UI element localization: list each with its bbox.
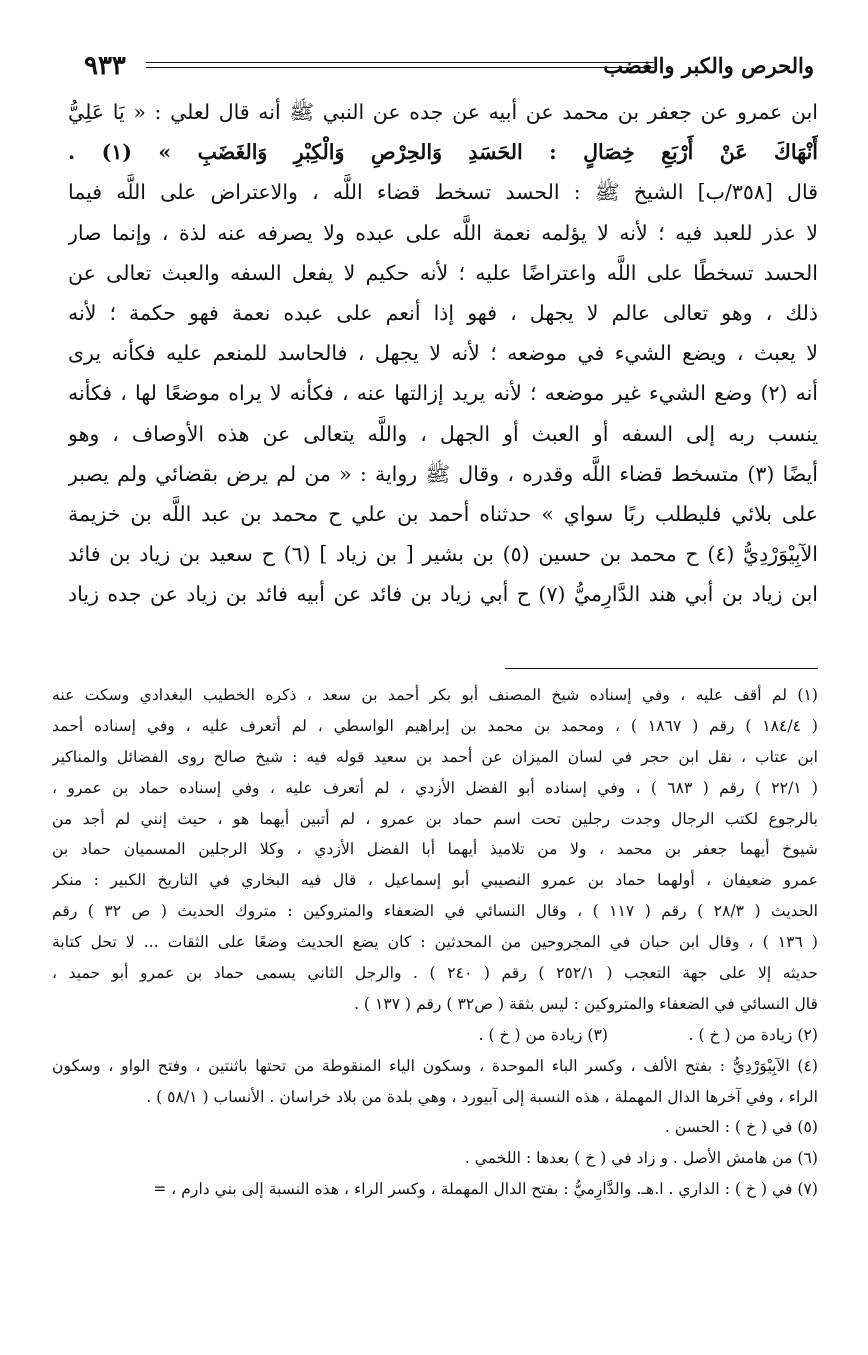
text-line: لا عذر للعبد فيه ؛ لأنه لا يؤلمه نعمة اللَّه على عبده ولا يصرفه عنه لذة ، وإنما صار	[68, 220, 818, 245]
footnote-line: (١) لم أقف عليه ، وفي إسناده شيخ المصنف أبو بكر أحمد بن سعد ، ذكره الخطيب البغدادي وسكت عنه	[52, 686, 818, 704]
footnote-line: ( ٢٢/١ ) رقم ( ٦٨٣ ) ، وفي إسناده أبو الفضل الأزدي ، لم أتعرف عليه ، وفي إسناده حماد بن عمرو ،	[52, 778, 818, 797]
text-line: لا يعبث ، ويضع الشيء في موضعه ؛ لأنه لا يجهل ، فالحاسد للمنعم عليه فكأنه يرى	[68, 341, 818, 366]
main-text	[68, 92, 818, 614]
text-line: ذلك ، وهو تعالى عالم لا يجهل ، فهو إذا أنعم على عبده نعمة فهو حكمة ؛ لأنه	[68, 300, 818, 325]
text-line: ابن عمرو عن جعفر بن محمد عن أبيه عن جده عن النبي ﷺ أنه قال لعلي : « يَا عَلِيُّ	[68, 100, 818, 124]
running-title: والحرص والكبر والغضب	[603, 53, 814, 78]
text-line: الآبِيْوَرْدِيُّ (٤) ح محمد بن حسين (٥) بن بشير [ بن زياد ] (٦) ح سعيد بن زياد بن فائد	[68, 542, 818, 567]
footnote-pair	[52, 1020, 818, 1051]
footnote-line: ابن عتاب ، نقل ابن حجر في لسان الميزان عن أحمد بن سعيد قوله فيه : شيخ صالح روى الفضائل والمناكير	[52, 747, 818, 766]
footnote-line: ( ١٨٤/٤ ) رقم ( ١٨٦٧ ) ، ومحمد بن محمد بن إبراهيم الواسطي ، لم أتعرف عليه ، وفي إسناده أحمد	[52, 716, 818, 735]
header-rule-top	[146, 62, 654, 63]
text-line: قال [٣٥٨/ب] الشيخ ﷺ : الحسد تسخط قضاء اللَّه ، والاعتراض على اللَّه فيما	[68, 180, 818, 205]
footnote-2: (٢) زيادة من ( خ ) .	[688, 1025, 818, 1044]
footnote-line: حديثه إلا على جهة التعجب ( ٢٥٢/١ ) رقم ( ٢٤٠ ) . والرجل الثاني يسمى حماد بن عمرو أبو حميد ،	[52, 964, 818, 983]
footnote-3: (٣) زيادة من ( خ ) .	[478, 1025, 608, 1044]
footnote-line: شيوخ أيهما جعفر بن محمد ، ولا من تلاميذ أيهما أبا الفضل الأزدي ، وكلا الرجلين المسميان حماد بن	[52, 840, 818, 859]
footnote-line: الحديث ( ٢٨/٣ ) رقم ( ١١٧ ) ، وقال النسائي في الضعفاء والمتروكين : متروك الحديث ( ص ٣٢ ) رقم	[52, 902, 818, 921]
footnote-line: عمرو ضعيفان ، أولهما حماد بن عمرو النصيبي أبو إسماعيل ، قال فيه البخاري في التاريخ الكبير : منكر	[52, 871, 818, 890]
hadith-quote-line: أَنْهَاكَ عَنْ أَرْبَعِ خِصَالٍ : الحَسَدِ وَالحِرْصِ وَالْكِبْرِ وَالغَضَبِ » (١) .	[68, 140, 818, 165]
footnotes	[52, 680, 818, 1205]
footnote-line: (٥) في ( خ ) : الحسن .	[664, 1118, 818, 1137]
text-line: ابن زياد بن أبي هند الدَّارِميُّ (٧) ح أبي زياد بن فائد عن أبيه فائد بن زياد عن جده زياد	[68, 582, 818, 607]
text-line: أنه (٢) وضع الشيء غير موضعه ؛ لأنه يريد إزالتها عنه ، فكأنه لا يراه موضعًا لها ، فكأنه	[68, 381, 818, 406]
footnote-separator	[505, 668, 818, 669]
header-rule-bottom	[146, 67, 654, 68]
footnote-line: بالرجوع لكتب الرجال وجدت رجلين تحت اسم حماد بن عمرو ، لم أتبين أيهما هو ، حيث إنني لم أجد من	[52, 809, 818, 828]
footnote-line: الراء ، وفي آخرها الدال المهملة ، هذه النسبة إلى آبيورد ، وهي بلدة من بلاد خراسان . الأنساب ( ٥٨/١ ) .	[146, 1087, 818, 1106]
text-line: على بلائي فليطلب ربًا سواي » حدثناه أحمد بن علي ح محمد بن عبد اللَّه بن خزيمة	[68, 501, 818, 526]
text-line: ينسب ربه إلى السفه أو العبث أو الجهل ، واللَّه يتعالى عن هذه الأوصاف ، وهو	[68, 421, 818, 446]
footnote-line: (٧) في ( خ ) : الداري . ا.هـ. والدَّارِميُّ : بفتح الدال المهملة ، وكسر الراء ، هذه النسبة إلى بني دارم ، =	[153, 1180, 818, 1199]
page-header	[84, 50, 814, 90]
footnote-line: (٦) من هامش الأصل . و زاد في ( خ ) بعدها : اللخمي .	[464, 1149, 818, 1168]
footnote-line: ( ١٣٦ ) ، وقال ابن حبان في المجروحين من المحدثين : كان يضع الحديث وضعًا على الثقات ... لا تحل كتابة	[52, 933, 818, 952]
page-number: ٩٣٣	[84, 51, 126, 81]
footnote-line: (٤) الآبِيْوَرْدِيُّ : بفتح الألف ، وكسر الباء الموحدة ، وسكون الياء المنقوطة من تحتها باثنتين ، وفتح الواو ، وسكون	[52, 1056, 818, 1075]
footnote-line: قال النسائي في الضعفاء والمتروكين : ليس بثقة ( ص٣٢ ) رقم ( ١٣٧ ) .	[353, 994, 818, 1013]
text-line: أيضًا (٣) متسخط قضاء اللَّه وقدره ، وقال ﷺ رواية : « من لم يرض بقضائي ولم يصبر	[68, 461, 818, 486]
text-line: الحسد تسخطًا على اللَّه واعتراضًا عليه ؛ لأنه حكيم لا يفعل السفه والعبث تعالى عن	[68, 260, 818, 285]
